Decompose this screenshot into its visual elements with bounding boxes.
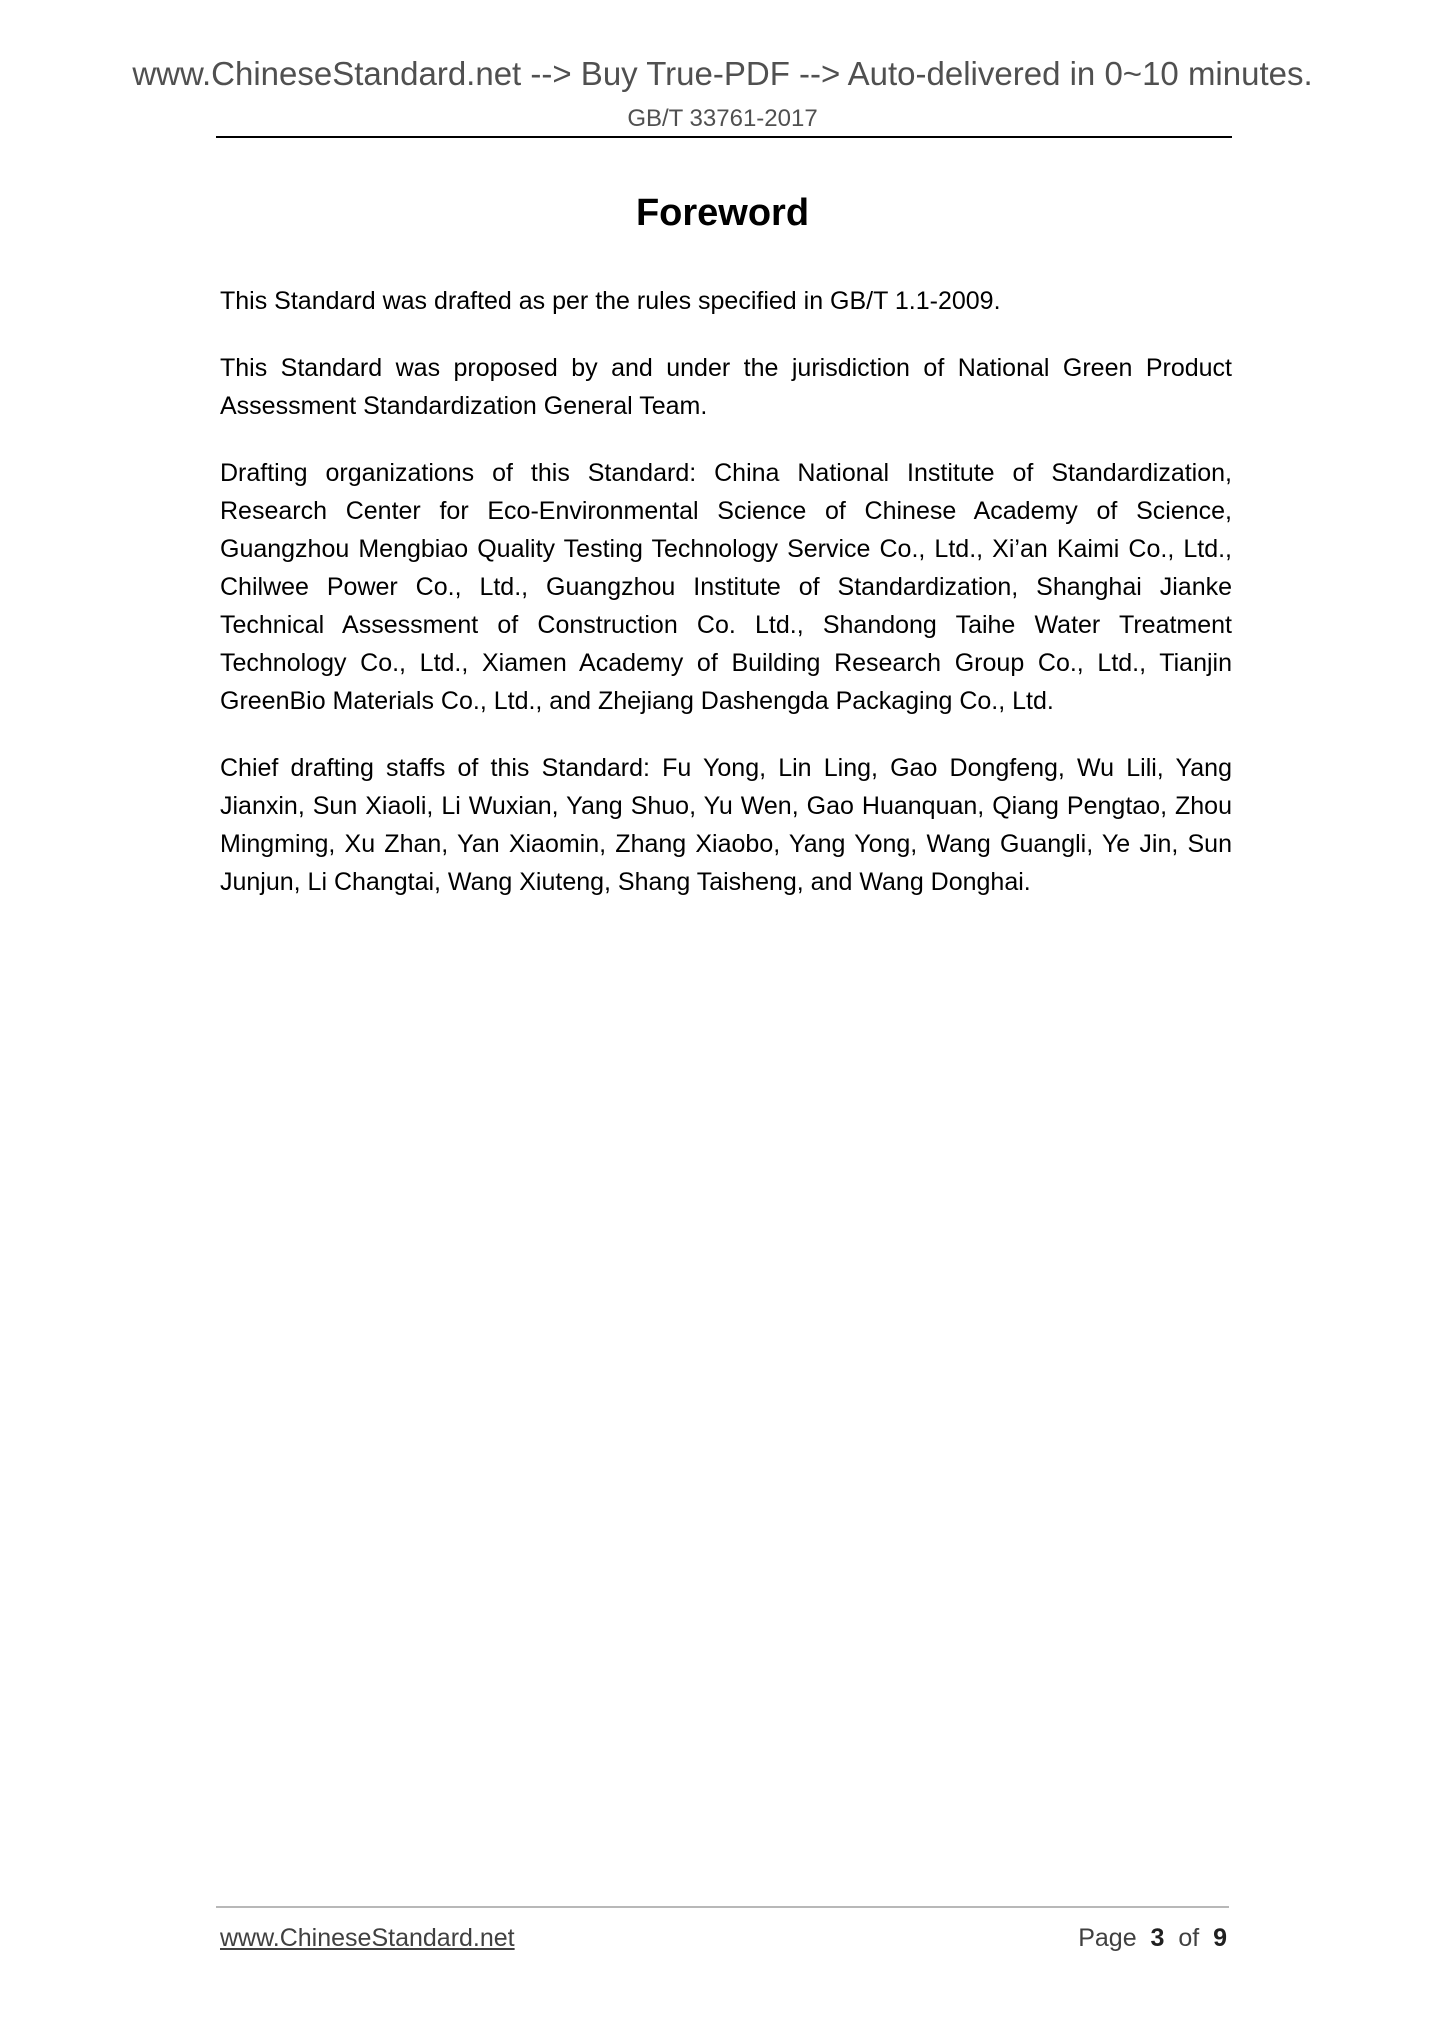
paragraph-drafting-rules: This Standard was drafted as per the rules specified in GB/T 1.1-2009. — [220, 287, 1001, 315]
page-of-label: of — [1178, 1924, 1200, 1952]
page-indicator — [1078, 1922, 1227, 1954]
paragraph-drafting-organizations: Drafting organizations of this Standard: China National Institute of Standardization, Research Center for Eco-Environmental Science of Chinese Academy of Science, Guangzhou Mengbiao Quality Testing Technology Service Co., Ltd., Xi’an Kaimi Co., Ltd., Chilwee Power Co., Ltd., Guangzhou Institute of Standardization, Shanghai Jianke Technical Assessment of Construction Co. Ltd., Shandong Taihe Water Treatment Technology Co., Ltd., Xiamen Academy of Building Research Group Co., Ltd., Tianjin GreenBio Materials Co., Ltd., and Zhejiang Dashengda Packaging Co., Ltd. — [220, 459, 1232, 715]
document-id: GB/T 33761-2017 — [627, 105, 818, 132]
paragraph-drafting-staff: Chief drafting staffs of this Standard: Fu Yong, Lin Ling, Gao Dongfeng, Wu Lili, Yang Jianxin, Sun Xiaoli, Li Wuxian, Yang Shuo, Yu Wen, Gao Huanquan, Qiang Pengtao, Zhou Mingming, Xu Zhan, Yan Xiaomin, Zhang Xiaobo, Yang Yong, Wang Guangli, Ye Jin, Sun Junjun, Li Changtai, Wang Xiuteng, Shang Taisheng, and Wang Donghai. — [220, 754, 1232, 896]
current-page-number: 3 — [1150, 1924, 1165, 1952]
foreword-body — [220, 282, 1232, 930]
footer-divider — [216, 1906, 1229, 1908]
page-title: Foreword — [635, 192, 810, 234]
paragraph-jurisdiction: This Standard was proposed by and under the jurisdiction of National Green Product Assessment Standardization General Team. — [220, 354, 1232, 420]
total-page-number: 9 — [1213, 1924, 1227, 1952]
header-banner: www.ChineseStandard.net --> Buy True-PDF --> Auto-delivered in 0~10 minutes. — [132, 55, 1313, 92]
footer-website-link[interactable]: www.ChineseStandard.net — [220, 1924, 515, 1952]
page-label: Page — [1078, 1924, 1137, 1952]
header-divider — [216, 136, 1232, 138]
